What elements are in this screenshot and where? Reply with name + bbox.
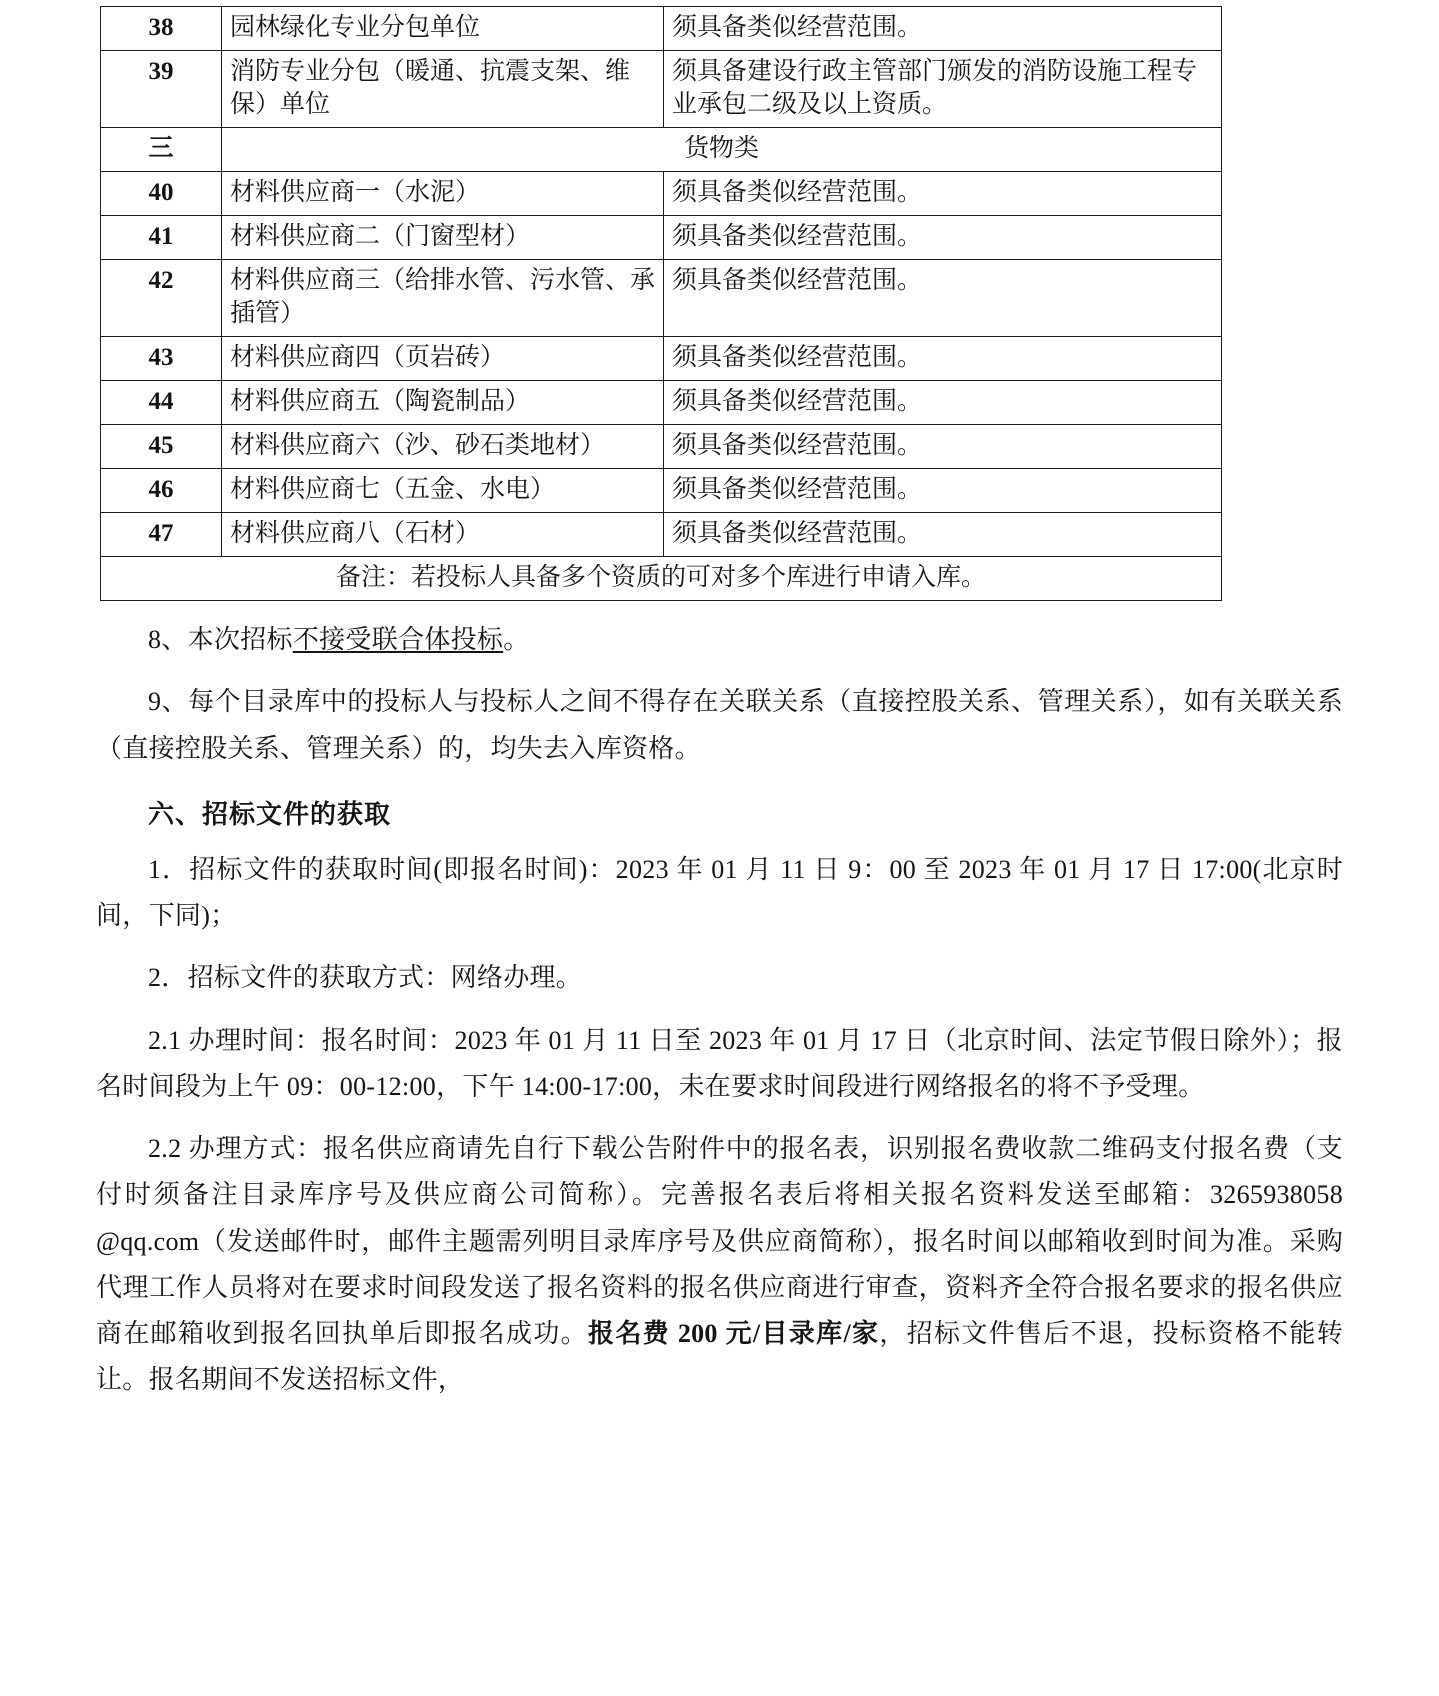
row-requirement: 须具备类似经营范围。 [664, 216, 1222, 260]
row-requirement: 须具备类似经营范围。 [664, 172, 1222, 216]
table-row [101, 51, 1222, 128]
row-requirement: 须具备类似经营范围。 [664, 513, 1222, 557]
row-requirement: 须具备类似经营范围。 [664, 381, 1222, 425]
row-requirement: 须具备类似经营范围。 [664, 469, 1222, 513]
table-row [101, 425, 1222, 469]
row-number: 43 [101, 337, 222, 381]
requirements-table-body [101, 7, 1222, 601]
item8-prefix: 8、本次招标 [148, 625, 293, 654]
row-name: 材料供应商七（五金、水电） [222, 469, 664, 513]
row-name: 材料供应商一（水泥） [222, 172, 664, 216]
row-number: 40 [101, 172, 222, 216]
table-category-row [101, 128, 1222, 172]
p22-fee-bold: 报名费 200 元/目录库/家 [588, 1319, 880, 1349]
row-name: 材料供应商三（给排水管、污水管、承插管） [222, 260, 664, 337]
row-number: 44 [101, 381, 222, 425]
category-label: 货物类 [222, 128, 1222, 172]
table-row [101, 381, 1222, 425]
paragraph-6-2-1: 2.1 办理时间：报名时间：2023 年 01 月 11 日至 2023 年 01 月 17 日（北京时间、法定节假日除外）；报名时间段为上午 09：00-12:00，下午 14:00-17:00，未在要求时间段进行网络报名的将不予受理。 [96, 1025, 1343, 1101]
row-name: 材料供应商二（门窗型材） [222, 216, 664, 260]
table-note-row [101, 557, 1222, 601]
table-row [101, 469, 1222, 513]
row-requirement: 须具备类似经营范围。 [664, 7, 1222, 51]
paragraph-6-2: 2．招标文件的获取方式：网络办理。 [148, 963, 583, 993]
p22-part-b: ，招标文件售后不退，投标资格不能转让。报名期间不发送招标文件， [96, 1319, 1343, 1395]
table-row [101, 260, 1222, 337]
row-name: 消防专业分包（暖通、抗震支架、维保）单位 [222, 51, 664, 128]
row-name: 材料供应商八（石材） [222, 513, 664, 557]
table-row [101, 513, 1222, 557]
section-heading-six: 六、招标文件的获取 [148, 799, 392, 829]
row-number: 41 [101, 216, 222, 260]
item8-underlined-text: 不接受联合体投标 [292, 625, 504, 654]
paragraph-item-9: 9、每个目录库中的投标人与投标人之间不得存在关联关系（直接控股关系、管理关系），如有关联关系（直接控股关系、管理关系）的，均失去入库资格。 [96, 687, 1343, 763]
item8-suffix: 。 [503, 625, 530, 654]
requirements-table-wrapper [96, 6, 1343, 601]
row-requirement: 须具备类似经营范围。 [664, 260, 1222, 337]
row-name: 园林绿化专业分包单位 [222, 7, 664, 51]
table-row [101, 337, 1222, 381]
row-number: 47 [101, 513, 222, 557]
table-row [101, 7, 1222, 51]
row-name: 材料供应商五（陶瓷制品） [222, 381, 664, 425]
row-name: 材料供应商六（沙、砂石类地材） [222, 425, 664, 469]
row-name: 材料供应商四（页岩砖） [222, 337, 664, 381]
table-row [101, 172, 1222, 216]
p22-part-a: 2.2 办理方式：报名供应商请先自行下载公告附件中的报名表，识别报名费收款二维码支付报名费（支付时须备注目录库序号及供应商公司简称）。完善报名表后将相关报名资料发送至邮箱：3265938058 @qq.com（发送邮件时，邮件主题需列明目录库序号及供应商简称），报名时间以邮箱收到时间为准。采购代理工作人员将对在要求时间段发送了报名资料的报名供应商进行审查，资料齐全符合报名要求的报名供应商在邮箱收到报名回执单后即报名成功。 [96, 1134, 1343, 1349]
row-number: 38 [101, 7, 222, 51]
row-requirement: 须具备类似经营范围。 [664, 337, 1222, 381]
row-requirement: 须具备建设行政主管部门颁发的消防设施工程专业承包二级及以上资质。 [664, 51, 1222, 128]
table-note: 备注：若投标人具备多个资质的可对多个库进行申请入库。 [101, 557, 1222, 601]
row-number: 42 [101, 260, 222, 337]
row-requirement: 须具备类似经营范围。 [664, 425, 1222, 469]
paragraph-item-8 [96, 617, 1343, 663]
paragraph-6-2-2 [96, 1126, 1343, 1404]
row-number: 46 [101, 469, 222, 513]
row-number: 三 [101, 128, 222, 172]
requirements-table [100, 6, 1222, 601]
paragraph-6-1: 1．招标文件的获取时间(即报名时间)：2023 年 01 月 11 日 9：00 至 2023 年 01 月 17 日 17:00(北京时间，下同)； [96, 854, 1343, 931]
table-row [101, 216, 1222, 260]
row-number: 39 [101, 51, 222, 128]
row-number: 45 [101, 425, 222, 469]
